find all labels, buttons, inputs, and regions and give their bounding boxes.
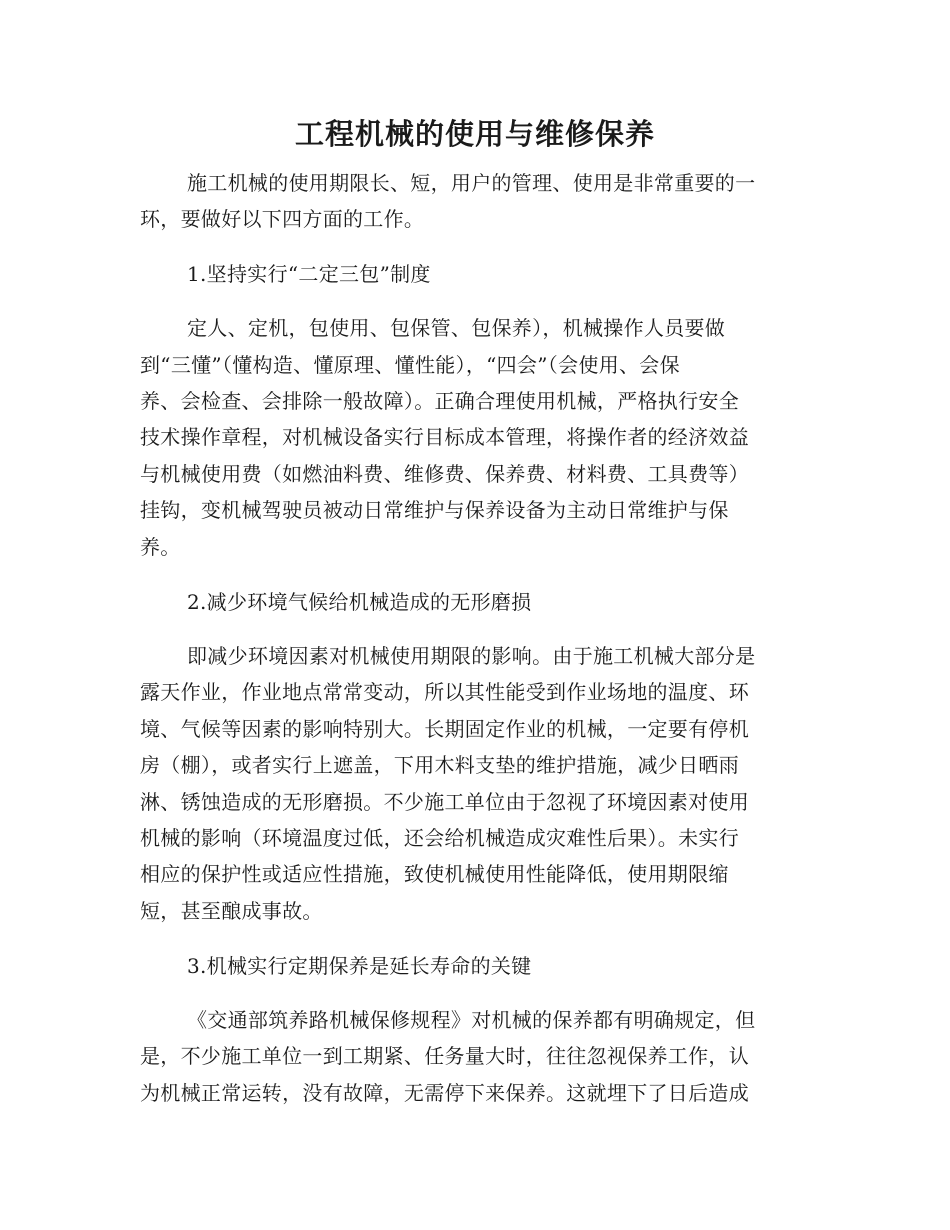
section1-line-1: 定人、定机，包使用、包保管、包保养），机械操作人员要做 bbox=[187, 316, 726, 340]
section3-line-2: 是，不少施工单位一到工期紧、任务量大时，往往忽视保养工作，认 bbox=[140, 1044, 749, 1068]
intro-line-1: 施工机械的使用期限长、短，用户的管理、使用是非常重要的一 bbox=[187, 171, 756, 195]
section2-line-1: 即减少环境因素对机械使用期限的影响。由于施工机械大部分是 bbox=[187, 644, 756, 668]
section2-line-8: 短，甚至酿成事故。 bbox=[140, 899, 323, 923]
section2-line-5: 淋、锈蚀造成的无形磨损。不少施工单位由于忽视了环境因素对使用 bbox=[140, 790, 749, 814]
section3-heading: 3.机械实行定期保养是延长寿命的关键 bbox=[187, 954, 532, 978]
section1-line-7: 养。 bbox=[140, 535, 181, 559]
document-title: 工程机械的使用与维修保养 bbox=[294, 117, 655, 151]
section2-heading: 2.减少环境气候给机械造成的无形磨损 bbox=[187, 590, 532, 614]
section2-line-6: 机械的影响（环境温度过低，还会给机械造成灾难性后果）。未实行 bbox=[140, 826, 739, 850]
section1-line-6: 挂钩，变机械驾驶员被动日常维护与保养设备为主动日常维护与保 bbox=[140, 498, 729, 522]
section2-line-7: 相应的保护性或适应性措施，致使机械使用性能降低，使用期限缩 bbox=[140, 862, 729, 886]
intro-line-2: 环，要做好以下四方面的工作。 bbox=[140, 207, 425, 231]
section1-line-4: 技术操作章程，对机械设备实行目标成本管理，将操作者的经济效益 bbox=[140, 425, 749, 449]
section2-line-2: 露天作业，作业地点常常变动，所以其性能受到作业场地的温度、环 bbox=[140, 680, 749, 704]
section2-line-3: 境、气候等因素的影响特别大。长期固定作业的机械，一定要有停机 bbox=[140, 717, 749, 741]
section3-line-3: 为机械正常运转，没有故障，无需停下来保养。这就埋下了日后造成 bbox=[140, 1081, 749, 1105]
section1-line-3: 养、会检查、会排除一般故障）。正确合理使用机械，严格执行安全 bbox=[140, 389, 739, 413]
section3-line-1: 《交通部筑养路机械保修规程》对机械的保养都有明确规定，但 bbox=[187, 1008, 756, 1032]
section1-heading: 1.坚持实行“二定三包”制度 bbox=[187, 262, 431, 286]
section1-line-5: 与机械使用费（如燃油料费、维修费、保养费、材料费、工具费等） bbox=[140, 462, 749, 486]
section2-line-4: 房（棚），或者实行上遮盖，下用木料支垫的维护措施，减少日晒雨 bbox=[140, 753, 739, 777]
section1-line-2: 到“三懂”（懂构造、懂原理、懂性能），“四会”（会使用、会保 bbox=[140, 353, 680, 377]
